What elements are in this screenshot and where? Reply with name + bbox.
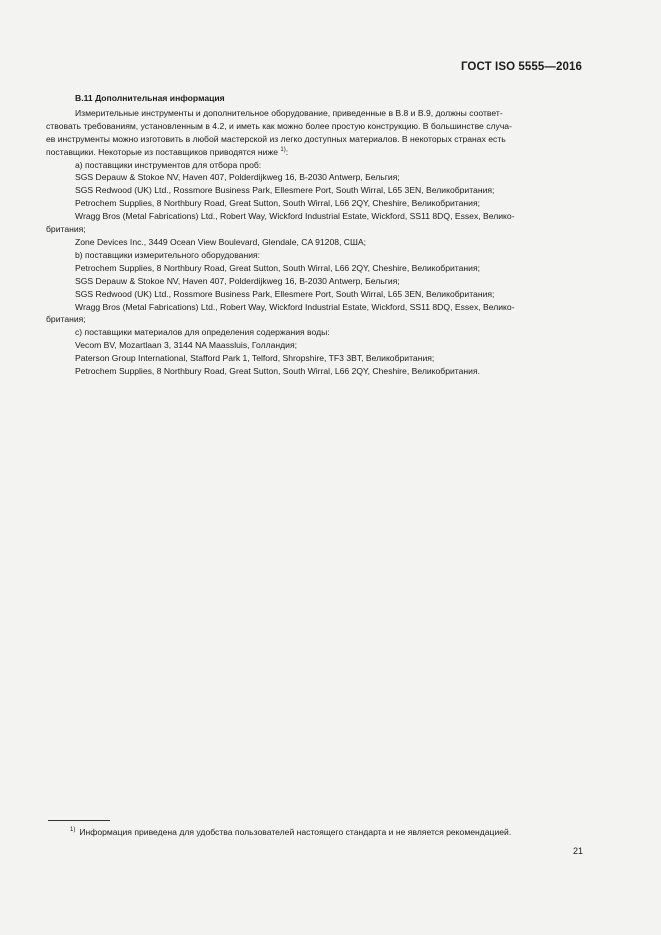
supplier-list-c <box>75 326 583 378</box>
intro-line-last <box>46 146 583 159</box>
list-title: a) поставщики инструментов для отбора проб: <box>75 159 262 170</box>
list-item: SGS Redwood (UK) Ltd., Rossmore Business Park, Ellesmere Port, South Wirral, L65 3EN, Великобритания; <box>75 288 495 299</box>
intro-line: ствовать требованиям, установленным в 4.2, и иметь как можно более простую конструкцию. В большинстве случа- <box>46 120 512 131</box>
intro-line-end: : <box>285 146 289 157</box>
footnote-text: Информация приведена для удобства пользователей настоящего стандарта и не является рекомендацией. <box>79 827 512 837</box>
section-heading: В.11 Дополнительная информация <box>75 93 225 103</box>
section-content <box>46 92 583 378</box>
list-item: Wragg Bros (Metal Fabrications) Ltd., Robert Way, Wickford Industrial Estate, Wickford, SS11 8DQ, Essex, Велико- <box>75 211 515 222</box>
list-item: SGS Depauw & Stokoe NV, Haven 407, Polderdijkweg 16, B-2030 Antwerp, Бельгия; <box>75 275 400 286</box>
list-item-continuation: британия; <box>46 224 86 235</box>
footnote-divider <box>48 820 110 821</box>
supplier-list-b <box>46 249 583 326</box>
list-item: Petrochem Supplies, 8 Northbury Road, Great Sutton, South Wirral, L66 2QY, Cheshire, Великобритания. <box>75 366 480 377</box>
document-header: ГОСТ ISO 5555—2016 <box>460 61 582 73</box>
supplier-list-a <box>46 159 583 249</box>
list-item: SGS Depauw & Stokoe NV, Haven 407, Polderdijkweg 16, B-2030 Antwerp, Бельгия; <box>75 172 400 183</box>
footnote <box>70 827 590 838</box>
list-item: Petrochem Supplies, 8 Northbury Road, Great Sutton, South Wirral, L66 2QY, Cheshire, Великобритания; <box>75 198 480 209</box>
page-number: 21 <box>572 846 583 856</box>
intro-line: Измерительные инструменты и дополнительное оборудование, приведенные в В.8 и В.9, должны соответ- <box>75 107 503 118</box>
list-item: Zone Devices Inc., 3449 Ocean View Boulevard, Glendale, CA 91208, США; <box>75 236 366 247</box>
list-item: SGS Redwood (UK) Ltd., Rossmore Business Park, Ellesmere Port, South Wirral, L65 3EN, Великобритания; <box>75 185 495 196</box>
list-item: Paterson Group International, Stafford Park 1, Telford, Shropshire, TF3 3BT, Великобритания; <box>75 353 435 364</box>
list-title: c) поставщики материалов для определения содержания воды: <box>75 327 330 338</box>
footnote-mark: 1) <box>70 827 76 834</box>
intro-line: ев инструменты можно изготовить в любой мастерской из легко доступных материалов. В некоторых странах есть <box>46 133 506 144</box>
list-title: b) поставщики измерительного оборудования: <box>75 249 261 260</box>
intro-paragraph <box>46 107 583 159</box>
list-item: Vecom BV, Mozartlaan 3, 3144 NA Maassluis, Голландия; <box>75 340 297 351</box>
intro-line-text: поставщики. Некоторые из поставщиков приводятся ниже <box>46 146 279 157</box>
footnote-reference: 1) <box>280 146 286 153</box>
list-item: Petrochem Supplies, 8 Northbury Road, Great Sutton, South Wirral, L66 2QY, Cheshire, Великобритания; <box>75 262 480 273</box>
list-item: Wragg Bros (Metal Fabrications) Ltd., Robert Way, Wickford Industrial Estate, Wickford, SS11 8DQ, Essex, Велико- <box>75 301 515 312</box>
list-item-continuation: британия; <box>46 314 86 325</box>
